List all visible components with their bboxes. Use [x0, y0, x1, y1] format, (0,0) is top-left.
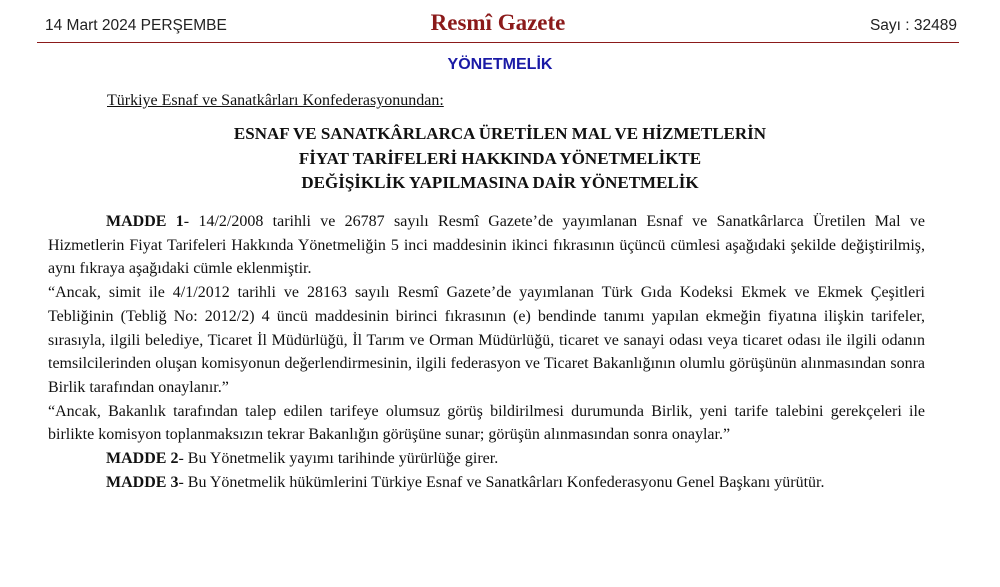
- regulation-title: [0, 122, 1000, 196]
- article-3: [48, 471, 925, 495]
- article-text: - 14/2/2008 tarihli ve 26787 sayılı Resmî Gazete’de yayımlanan Esnaf ve Sanatkârlarca Üretilen Mal ve Hizmetlerin Fiyat Tarifeleri Hakkında Yönetmeliğin 5 inci maddesinin ikinci fıkrasının üçüncü cümlesi aşağıdaki şekilde değiştirilmiş, aynı fıkraya aşağıdaki cümle eklenmiştir.: [48, 213, 925, 278]
- regulation-body: [48, 210, 925, 494]
- article-label: MADDE 1: [106, 213, 184, 230]
- gazette-header: [37, 7, 959, 43]
- issuing-authority: Türkiye Esnaf ve Sanatkârları Konfederasyonundan:: [107, 92, 444, 109]
- article-1: [48, 210, 925, 281]
- issue-date: 14 Mart 2024 PERŞEMBE: [45, 17, 227, 34]
- regulation-title-line: DEĞİŞİKLİK YAPILMASINA DAİR YÖNETMELİK: [301, 173, 699, 192]
- amendment-quote-2: “Ancak, Bakanlık tarafından talep edilen tarifeye olumsuz görüş bildirilmesi durumunda Birlik, yeni tarife talebini gerekçeleri ile birlikte komisyon toplanmaksızın tekrar Bakanlığın görüşüne sunar; görüşün alınmasından sonra onaylar.”: [48, 402, 925, 444]
- issue-number: Sayı : 32489: [869, 17, 957, 34]
- gazette-title: Resmî Gazete: [430, 10, 566, 35]
- amendment-quote-1: “Ancak, simit ile 4/1/2012 tarihli ve 28163 sayılı Resmî Gazete’de yayımlanan Türk Gıda Kodeksi Ekmek ve Ekmek Çeşitleri Tebliğinin (Tebliğ No: 2012/2) 4 üncü maddesinin birinci fıkrasının (e) bendinde tanımı yapılan ekmeğin fiyatına ilişkin tarifeler, sırasıyla, ilgili belediye, Ticaret İl Müdürlüğü, İl Tarım ve Orman Müdürlüğü, ticaret ve sanayi odası veya ticaret odası ile ilgili odanın temsilcilerinden oluşan komisyonun değerlendirmesinin, ilgili federasyon ve Ticaret Bakanlığının olumlu görüşünün alınmasından sonra Birlik tarafından onaylanır.”: [48, 284, 925, 396]
- section-heading: YÖNETMELİK: [447, 56, 553, 73]
- article-2: [48, 447, 925, 471]
- article-text: - Bu Yönetmelik yayımı tarihinde yürürlüğe girer.: [178, 450, 499, 468]
- regulation-title-line: ESNAF VE SANATKÂRLARCA ÜRETİLEN MAL VE HİZMETLERİN: [233, 124, 767, 143]
- article-label: MADDE 3: [106, 473, 179, 491]
- header-divider: [37, 42, 959, 43]
- article-label: MADDE 2: [106, 450, 179, 468]
- regulation-title-line: FİYAT TARİFELERİ HAKKINDA YÖNETMELİKTE: [298, 148, 702, 168]
- article-text: - Bu Yönetmelik hükümlerini Türkiye Esnaf ve Sanatkârları Konfederasyonu Genel Başkanı yürütür.: [178, 473, 825, 491]
